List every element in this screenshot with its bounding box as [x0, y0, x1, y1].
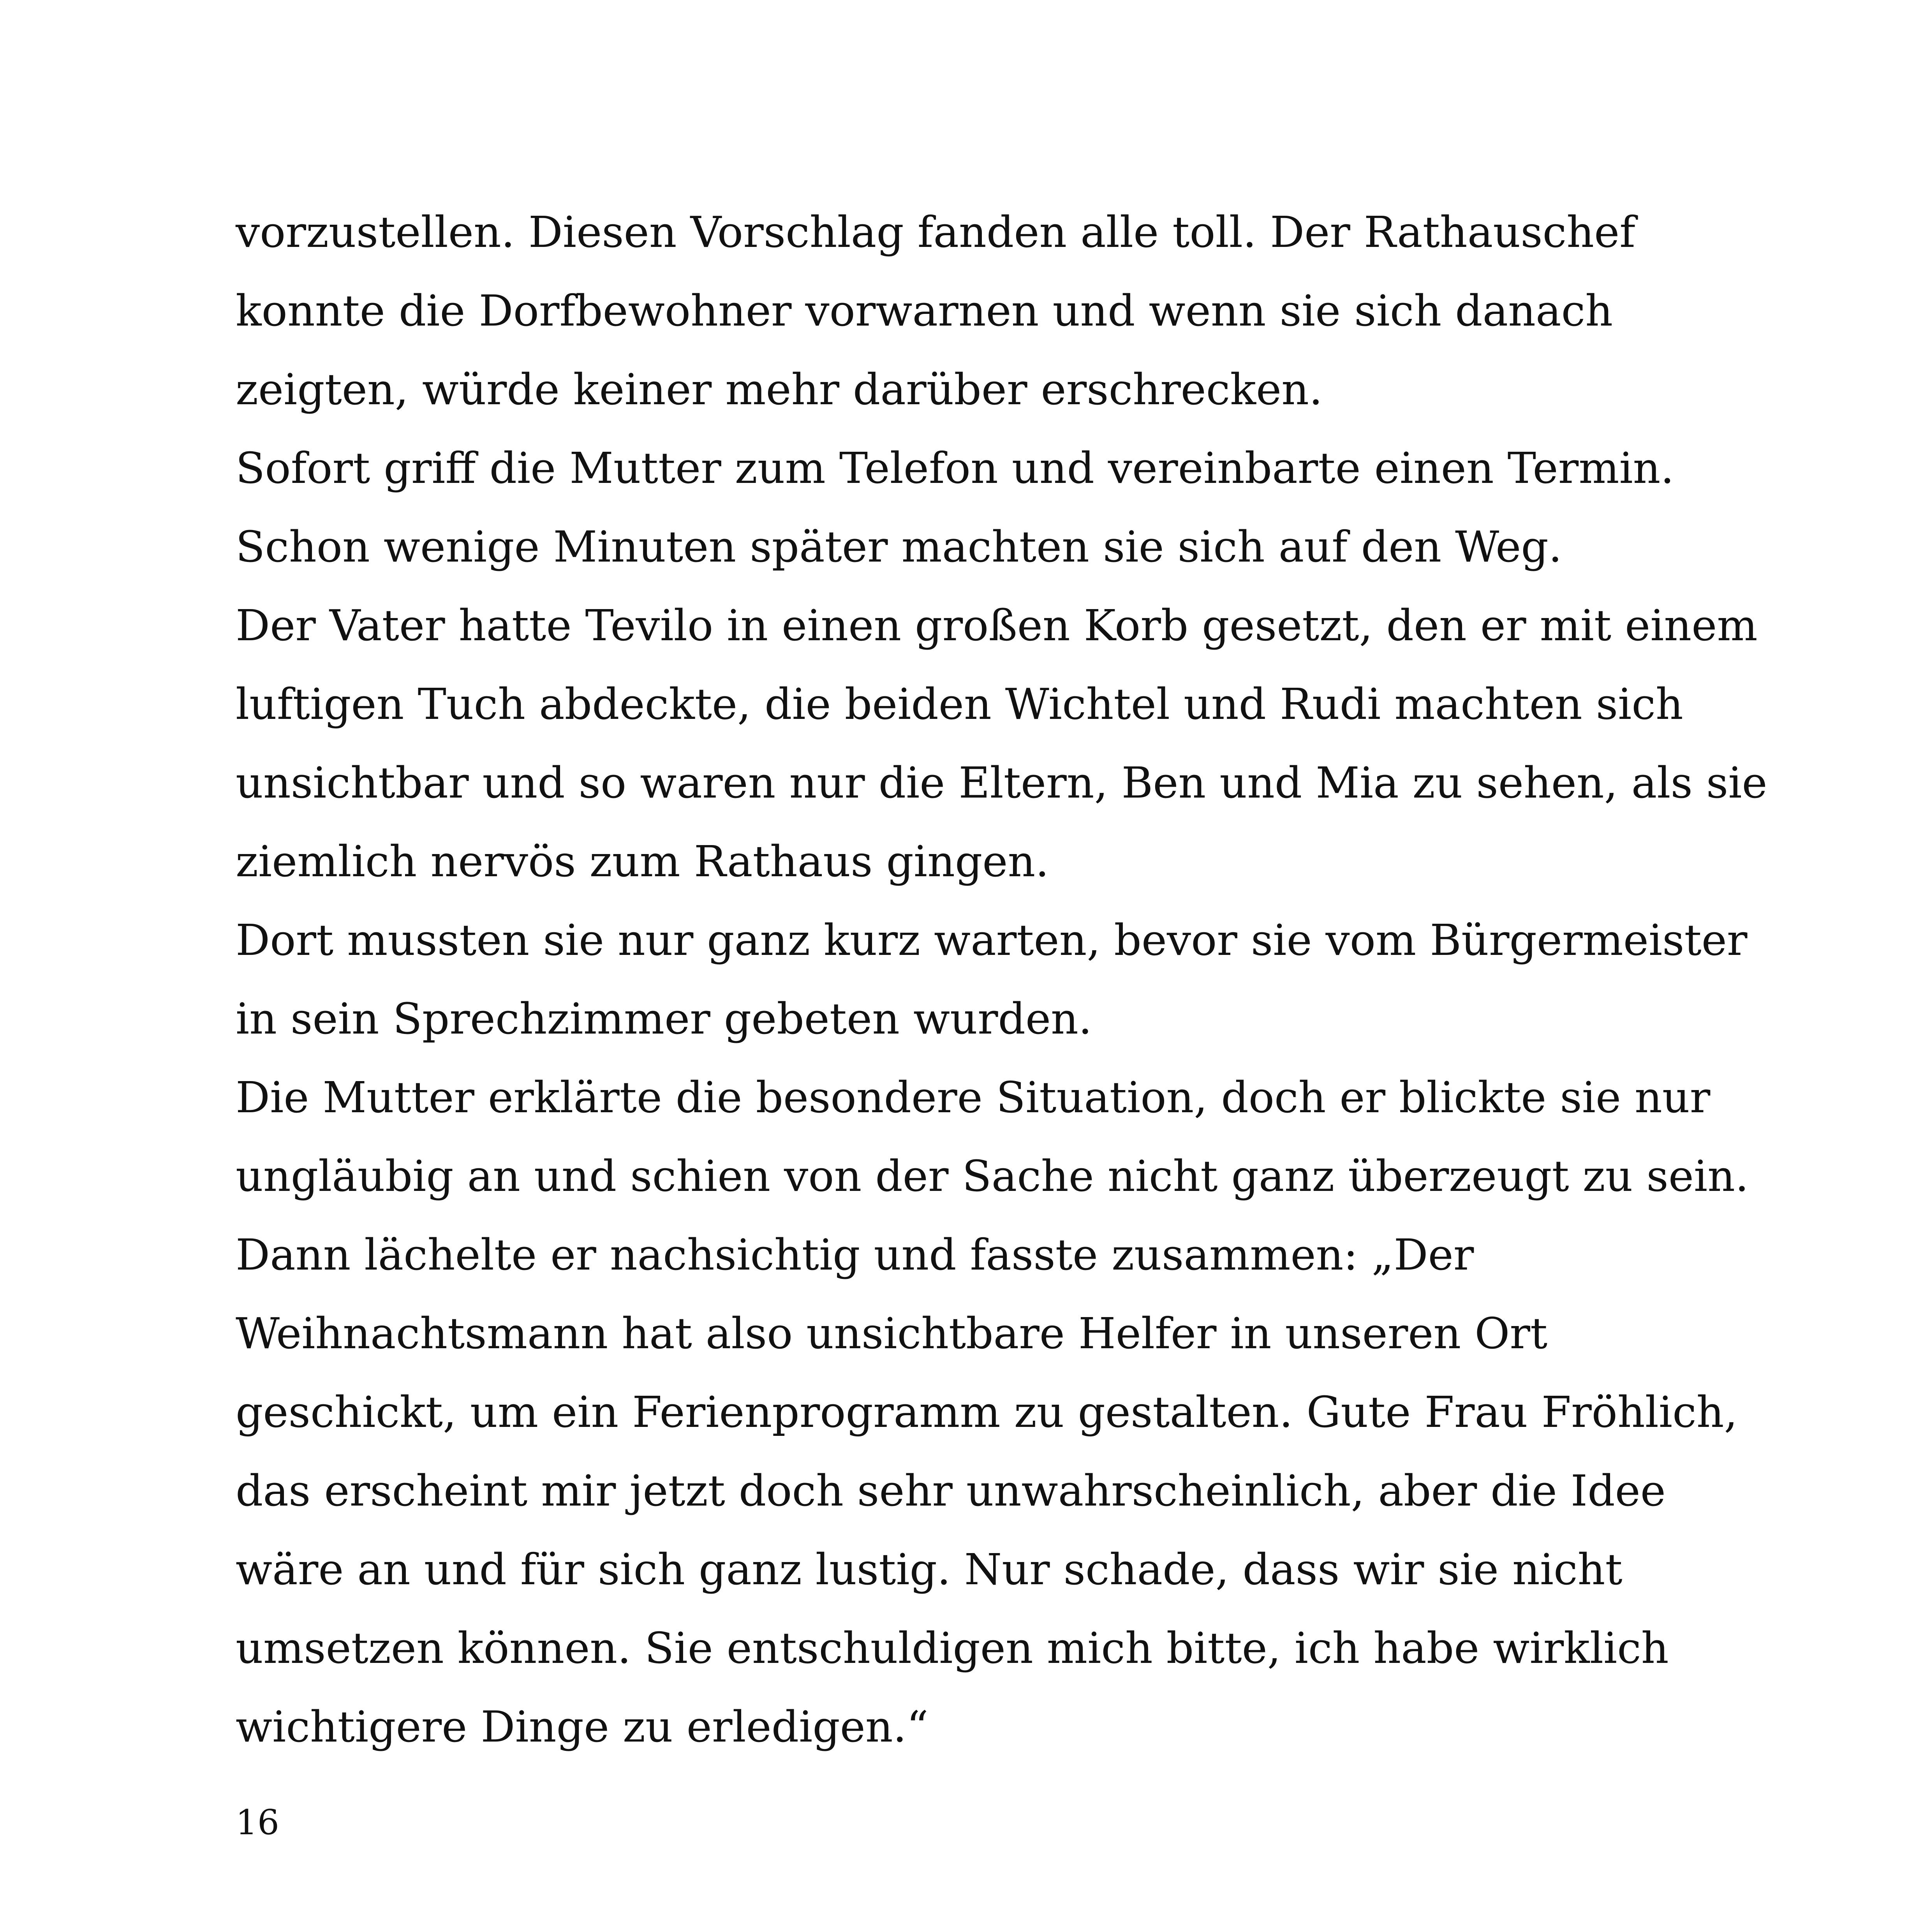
- text-line: Dann lächelte er nachsichtig und fasste zusammen: „Der: [236, 1230, 1474, 1280]
- text-line: wäre an und für sich ganz lustig. Nur schade, dass wir sie nicht: [236, 1545, 1623, 1594]
- text-line: wichtigere Dinge zu erledigen.“: [236, 1702, 929, 1752]
- text-line: Weihnachtsmann hat also unsichtbare Helfer in unseren Ort: [236, 1309, 1548, 1358]
- text-line: zeigten, würde keiner mehr darüber erschrecken.: [236, 365, 1323, 414]
- text-line: in sein Sprechzimmer gebeten wurden.: [236, 994, 1092, 1044]
- text-line: ziemlich nervös zum Rathaus gingen.: [236, 837, 1049, 886]
- text-line: Dort mussten sie nur ganz kurz warten, bevor sie vom Bürgermeister: [236, 915, 1748, 965]
- text-line: geschickt, um ein Ferienprogramm zu gestalten. Gute Frau Fröhlich,: [236, 1387, 1738, 1437]
- text-line: umsetzen können. Sie entschuldigen mich bitte, ich habe wirklich: [236, 1623, 1669, 1673]
- text-line: ungläubig an und schien von der Sache nicht ganz überzeugt zu sein.: [236, 1151, 1749, 1201]
- text-line: Die Mutter erklärte die besondere Situation, doch er blickte sie nur: [236, 1073, 1711, 1122]
- text-line: das erscheint mir jetzt doch sehr unwahrscheinlich, aber die Idee: [236, 1466, 1666, 1516]
- text-line: Sofort griff die Mutter zum Telefon und vereinbarte einen Termin.: [236, 443, 1674, 493]
- text-line: Schon wenige Minuten später machten sie sich auf den Weg.: [236, 522, 1562, 572]
- text-line: Der Vater hatte Tevilo in einen großen Korb gesetzt, den er mit einem: [236, 601, 1758, 650]
- text-line: unsichtbar und so waren nur die Eltern, Ben und Mia zu sehen, als sie: [236, 758, 1767, 808]
- text-line: vorzustellen. Diesen Vorschlag fanden alle toll. Der Rathauschef: [236, 207, 1635, 257]
- page-number: 16: [236, 1802, 279, 1842]
- text-line: konnte die Dorfbewohner vorwarnen und wenn sie sich danach: [236, 286, 1613, 336]
- text-line: luftigen Tuch abdeckte, die beiden Wichtel und Rudi machten sich: [236, 679, 1683, 729]
- body-text: [236, 193, 1767, 1766]
